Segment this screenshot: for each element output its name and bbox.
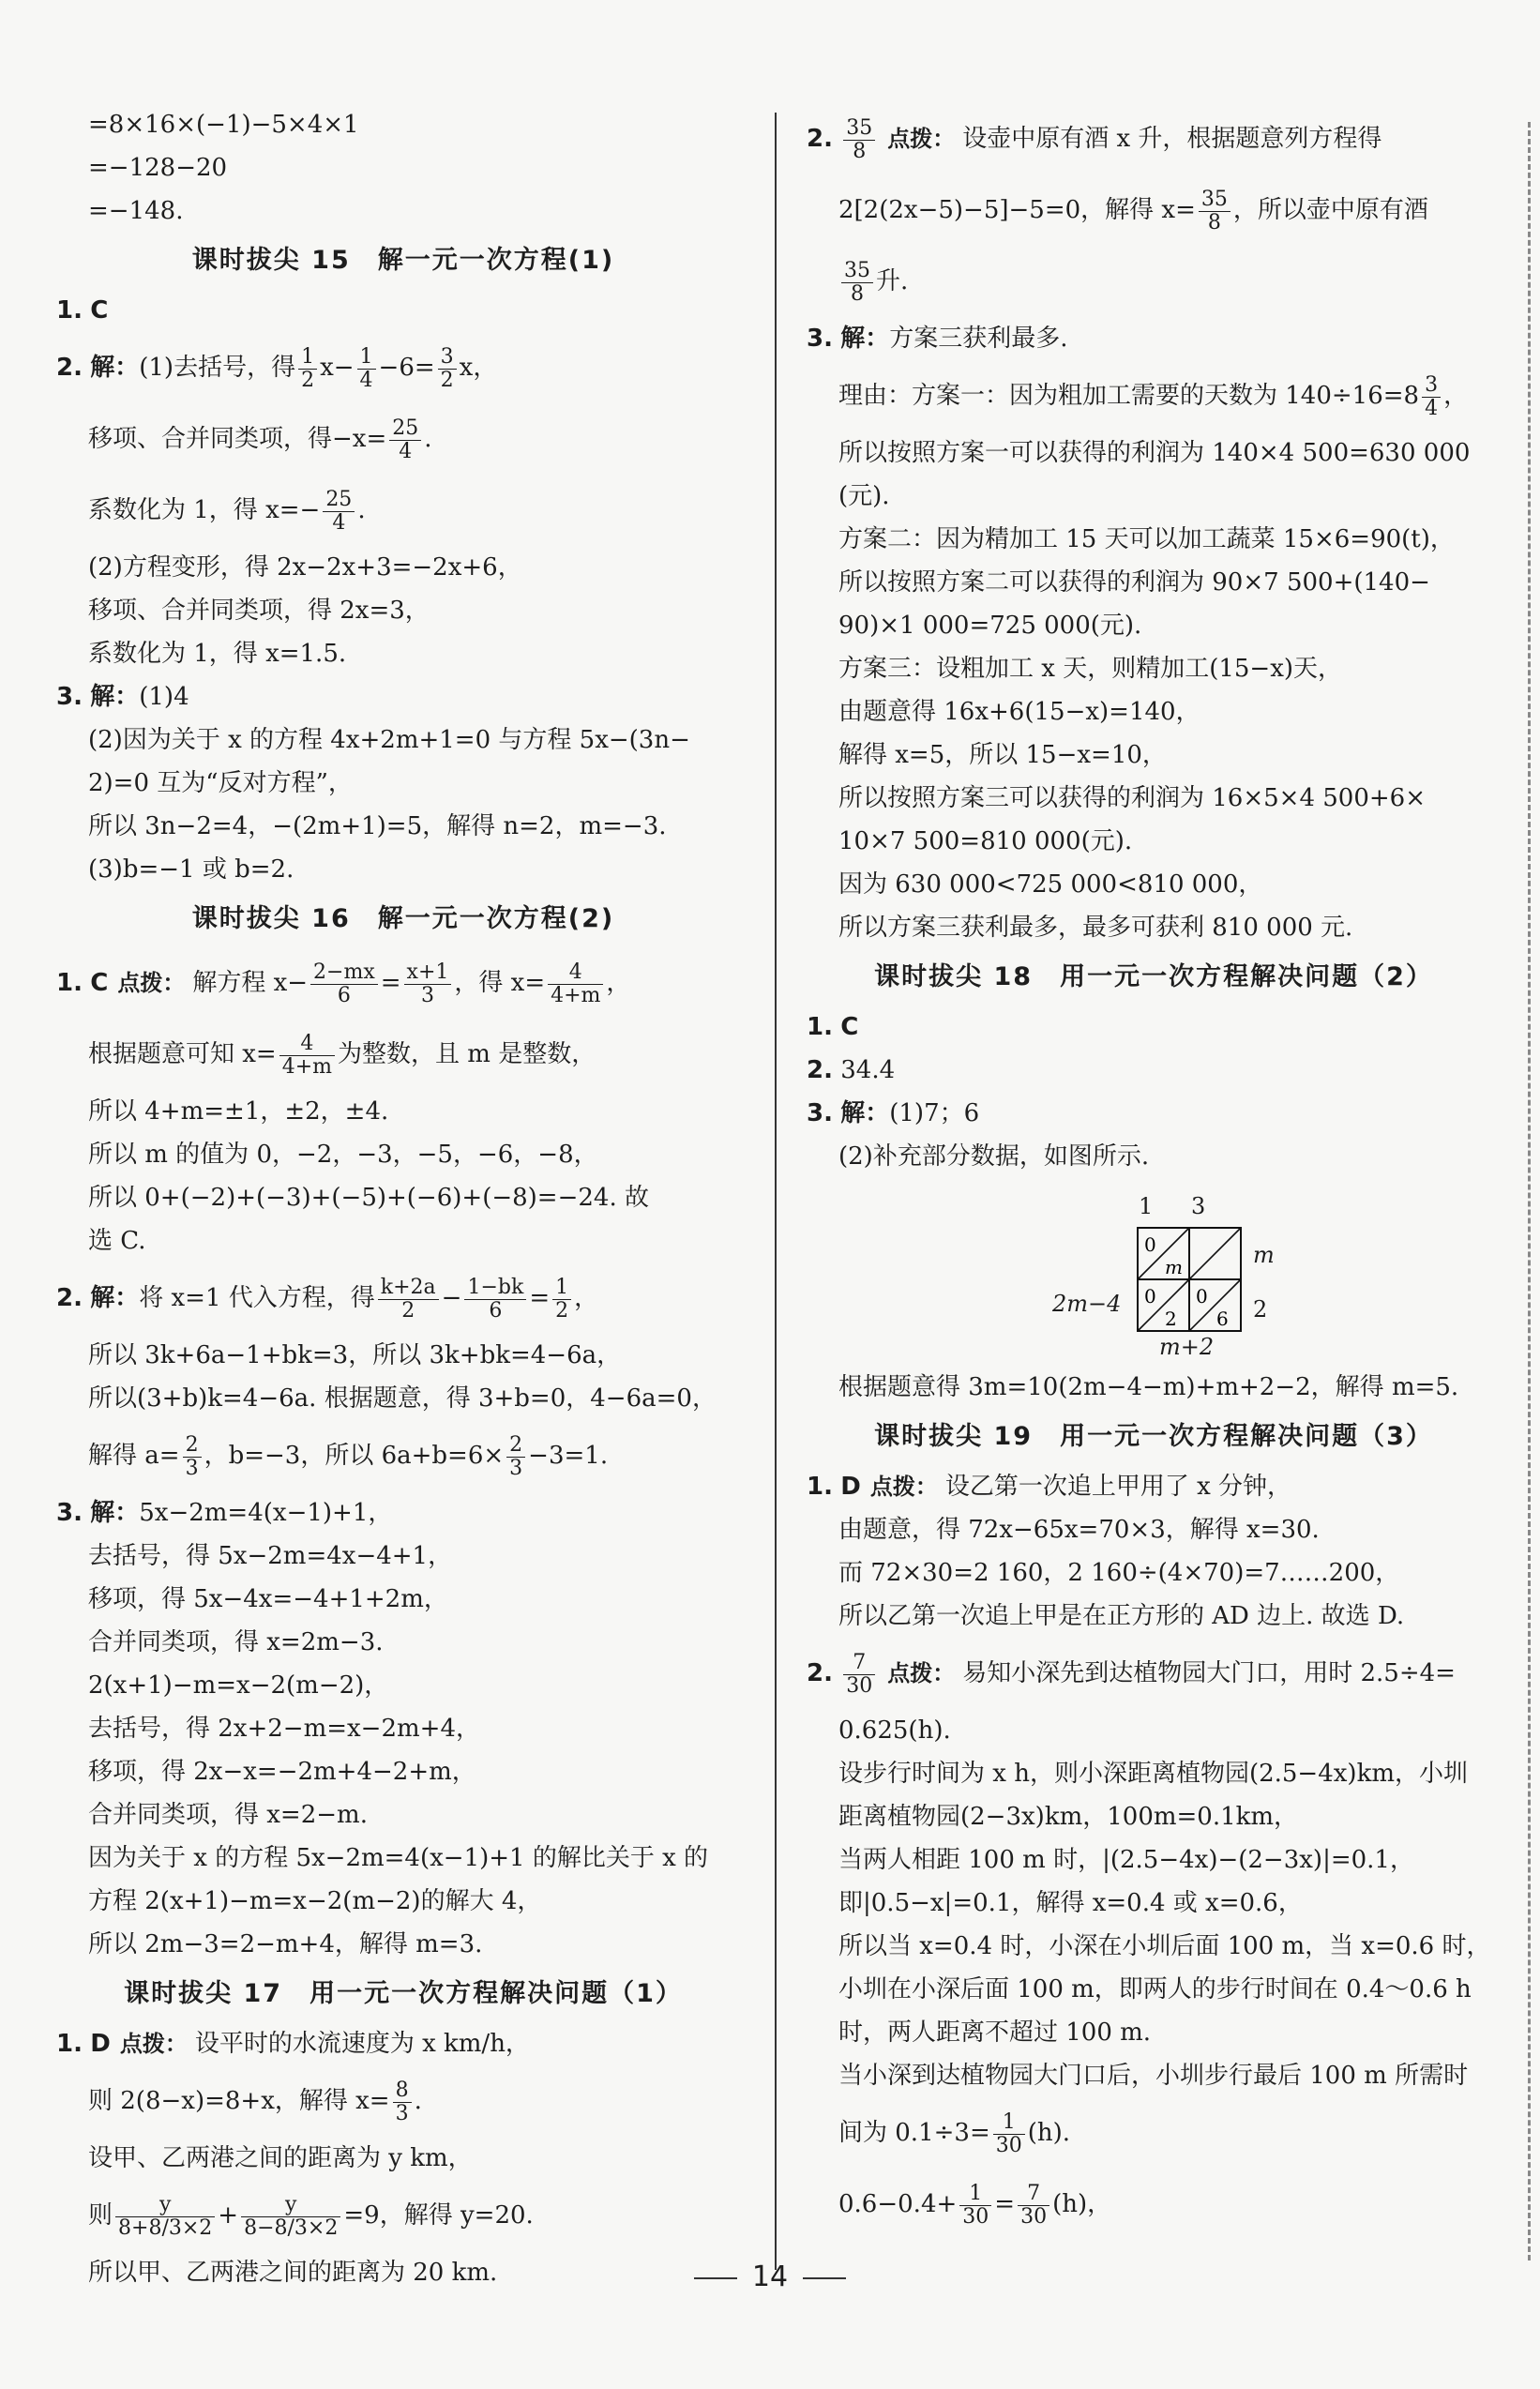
fraction: $\frac{1-bk}{6}$	[464, 1277, 526, 1323]
text-line: 90)×1 000=725 000(元).	[838, 612, 1142, 640]
grid-left-label: 2m−4	[1052, 1291, 1122, 1317]
item-number: 3.	[56, 683, 83, 711]
fraction: $\frac{35}{8}$	[1199, 189, 1230, 234]
text-line: (2)方程变形，得 2x−2x+3=−2x+6，	[88, 553, 522, 582]
text-line: 去括号，得 5x−2m=4x−4+1，	[88, 1542, 453, 1570]
text-line: (2)补充部分数据，如图所示.	[838, 1142, 1150, 1171]
solution-label: 解：	[90, 354, 140, 382]
text-line: 时，两人距离不超过 100 m.	[838, 2019, 1152, 2047]
item-number: 2.	[807, 125, 833, 153]
section-heading: 课时拔尖 18 用一元一次方程解决问题（2）	[874, 962, 1433, 991]
answer-item	[807, 1049, 1501, 1092]
answer-item: 2. $\frac{35}{8}$ 点拨： 设壶中原有酒 x 升，根据题意列方程得	[807, 115, 1382, 163]
text: −6=	[378, 354, 435, 382]
right-column	[807, 103, 1501, 2240]
answer-item	[807, 1005, 1501, 1049]
hint-label: 点拨：	[869, 1474, 938, 1500]
text-line: 则 $\frac{y}{8+8/3\times 2}$ + $\frac{y}{8-8/3\times 2}$ =9，解得 y=20.	[88, 2192, 534, 2240]
text-line: 2(x+1)−m=x−2(m−2)，	[88, 1671, 389, 1700]
text-line: 所以 4+m=±1，±2，±4.	[88, 1097, 389, 1126]
fill-answer: 34.4	[840, 1056, 896, 1084]
grid-cell-value: 0	[1144, 1233, 1156, 1256]
text-line: 合并同类项，得 x=2−m.	[88, 1801, 368, 1829]
text-line: 由题意，得 72x−65x=70×3，解得 x=30.	[838, 1516, 1320, 1544]
column-divider	[775, 113, 777, 2270]
item-number: 3.	[56, 1499, 83, 1527]
text-line: 2[2(2x−5)−5]−5=0，解得 x= $\frac{35}{8}$ ，所以壶中原有酒	[838, 187, 1428, 234]
hint-label: 点拨：	[887, 1660, 956, 1686]
grid-cell-value: 0	[1196, 1285, 1208, 1308]
left-column	[56, 103, 750, 2294]
fraction: $\frac{3}{4}$	[1422, 374, 1441, 420]
text-line: (2)因为关于 x 的方程 4x+2m+1=0 与方程 5x−(3n−	[88, 726, 690, 754]
text-line: =−128−20	[88, 154, 228, 182]
fraction: $\frac{1}{2}$	[552, 1277, 571, 1323]
fraction: $\frac{35}{8}$	[843, 117, 875, 163]
text-line: 解得 x=5，所以 15−x=10，	[838, 741, 1167, 769]
text-line: 0.6−0.4+ $\frac{1}{30}$ = $\frac{7}{30}$ (h)，	[838, 2181, 1112, 2229]
text-line: =8×16×(−1)−5×4×1	[88, 111, 359, 139]
choice-answer: D	[90, 2030, 111, 2058]
section-heading: 课时拔尖 16 解一元一次方程(2)	[191, 904, 615, 933]
text-line: 移项，得 2x−x=−2m+4−2+m，	[88, 1758, 476, 1786]
solution-label: 解：	[840, 1099, 890, 1127]
solution-label: 解：	[840, 325, 890, 353]
fraction: $\frac{2}{3}$	[183, 1434, 202, 1480]
grid-right-label: 2	[1253, 1296, 1268, 1323]
text-line: 系数化为 1，得 x=− $\frac{25}{4}$ .	[88, 487, 366, 535]
text-line: 所以 3n−2=4，−(2m+1)=5，解得 n=2，m=−3.	[88, 812, 667, 840]
text-line: 所以当 x=0.4 时，小深在小圳后面 100 m，当 x=0.6 时，	[838, 1932, 1491, 1960]
text-line: 所以方案三获利最多，最多可获利 810 000 元.	[838, 914, 1353, 942]
magic-grid-figure	[807, 1184, 1501, 1362]
text-line: 所以 m 的值为 0，−2，−3，−5，−6，−8，	[88, 1141, 598, 1169]
answer-item: 1. C 点拨： 解方程 x− $\frac{2-mx}{6}$ = $\frac{x+1}{3}$ ，得 x= $\frac{4}{4+m}$ ，	[56, 960, 631, 1007]
text-line: 去括号，得 2x+2−m=x−2m+4，	[88, 1715, 480, 1743]
fraction: $\frac{1}{30}$	[959, 2183, 991, 2229]
text-line: =−148.	[88, 197, 184, 225]
item-number: 1.	[56, 296, 83, 325]
text-line: 因为 630 000<725 000<810 000，	[838, 870, 1263, 899]
lattice-grid	[1137, 1227, 1242, 1332]
item-number: 3.	[807, 1099, 833, 1127]
section-heading: 课时拔尖 19 用一元一次方程解决问题（3）	[874, 1422, 1433, 1451]
hint-label: 点拨：	[117, 970, 186, 996]
text-line: 而 72×30=2 160，2 160÷(4×70)=7……200，	[838, 1559, 1400, 1587]
text-line: 所以按照方案一可以获得的利润为 140×4 500=630 000	[838, 439, 1471, 467]
text-line: 所以甲、乙两港之间的距离为 20 km.	[88, 2259, 498, 2287]
text-line: 10×7 500=810 000(元).	[838, 827, 1133, 855]
fraction: $\frac{25}{4}$	[323, 489, 355, 535]
choice-answer: C	[90, 969, 109, 997]
text: (1)4	[139, 683, 189, 711]
text-line: 小圳在小深后面 100 m，即两人的步行时间在 0.4～0.6 h	[838, 1975, 1472, 2003]
section-heading: 课时拔尖 15 解一元一次方程(1)	[191, 246, 615, 275]
text-line: 0.625(h).	[838, 1716, 951, 1745]
grid-cell-value: 0	[1144, 1285, 1156, 1308]
fraction: $\frac{7}{30}$	[1018, 2183, 1049, 2229]
page-edge	[1528, 122, 1531, 2260]
text-line: (元).	[838, 482, 890, 510]
fraction: $\frac{2-mx}{6}$	[310, 961, 378, 1007]
answer-item	[56, 332, 750, 403]
text-line: 移项、合并同类项，得 2x=3，	[88, 597, 430, 625]
text-line: (3)b=−1 或 b=2.	[88, 855, 294, 884]
item-number: 2.	[56, 1284, 83, 1312]
text-line: 根据题意可知 x= $\frac{4}{4+m}$ 为整数，且 m 是整数，	[88, 1031, 596, 1079]
text-line: 距离植物园(2−3x)km，100m=0.1km，	[838, 1803, 1299, 1831]
item-number: 1.	[807, 1013, 833, 1041]
item-number: 1.	[807, 1473, 833, 1501]
answer-item: 3. 解：5x−2m=4(x−1)+1，	[56, 1499, 393, 1527]
grid-top-label: 1	[1139, 1193, 1154, 1219]
text-line: 当小深到达植物园大门口后，小圳步行最后 100 m 所需时	[838, 2062, 1469, 2090]
answer-item: 1. D 点拨： 设平时的水流速度为 x km/h，	[56, 2030, 530, 2058]
text: x−	[320, 354, 355, 382]
text-line: 即|0.5−x|=0.1，解得 x=0.4 或 x=0.6，	[838, 1889, 1303, 1917]
fraction: $\frac{4}{4+m}$	[279, 1033, 335, 1079]
solution-label: 解：	[90, 1499, 140, 1527]
section-heading: 课时拔尖 17 用一元一次方程解决问题（1）	[124, 1979, 683, 2008]
text-line: 2)=0 互为“反对方程”，	[88, 769, 353, 797]
fraction: $\frac{35}{8}$	[841, 260, 873, 306]
item-number: 1.	[56, 2030, 83, 2058]
hint-label: 点拨：	[887, 126, 956, 152]
text-line: 合并同类项，得 x=2m−3.	[88, 1628, 384, 1656]
text-line: 移项，得 5x−4x=−4+1+2m，	[88, 1585, 448, 1613]
fraction: $\frac{k+2a}{2}$	[378, 1277, 439, 1323]
text-line: 设甲、乙两港之间的距离为 y km，	[88, 2144, 473, 2172]
text-line: 所以 2m−3=2−m+4，解得 m=3.	[88, 1930, 483, 1958]
text-line: $\frac{35}{8}$ 升.	[838, 246, 1501, 317]
fraction: $\frac{25}{4}$	[389, 417, 421, 463]
answer-item	[56, 289, 750, 332]
text-line: 当两人相距 100 m 时，|(2.5−4x)−(2−3x)|=0.1，	[838, 1846, 1414, 1874]
grid-top-label: 3	[1191, 1193, 1206, 1219]
text-line: 方案三：设粗加工 x 天，则精加工(15−x)天，	[838, 655, 1343, 683]
text-line: 设步行时间为 x h，则小深距离植物园(2.5−4x)km，小圳	[838, 1760, 1468, 1788]
text-line: 所以(3+b)k=4−6a. 根据题意，得 3+b=0，4−6a=0，	[88, 1384, 717, 1413]
answer-item: 2. $\frac{7}{30}$ 点拨： 易知小深先到达植物园大门口，用时 2.5÷4=	[807, 1650, 1456, 1698]
fraction: $\frac{y}{8+8/3\times 2}$	[115, 2194, 215, 2240]
choice-answer: D	[840, 1473, 861, 1501]
page-number: 14	[0, 2260, 1540, 2293]
text-line: 解得 a= $\frac{2}{3}$ ，b=−3，所以 6a+b=6× $\frac{2}{3}$ −3=1.	[88, 1432, 609, 1480]
text-line: 所以按照方案二可以获得的利润为 90×7 500+(140−	[838, 568, 1430, 597]
choice-answer: C	[90, 296, 109, 325]
text: (1)去括号，得	[139, 354, 296, 382]
fraction: $\frac{1}{30}$	[993, 2111, 1025, 2157]
item-number: 1.	[56, 969, 83, 997]
text: x，	[459, 354, 498, 382]
grid-right-label: m	[1253, 1242, 1275, 1268]
fraction: $\frac{2}{3}$	[506, 1434, 525, 1480]
text-line: 所以按照方案三可以获得的利润为 16×5×4 500+6×	[838, 784, 1427, 812]
text-line: 则 2(8−x)=8+x，解得 x= $\frac{8}{3}$ .	[88, 2078, 422, 2125]
solution-label: 解：	[90, 683, 140, 711]
item-number: 2.	[56, 354, 83, 382]
fraction: $\frac{7}{30}$	[843, 1652, 875, 1698]
answer-item: 3. 解：(1)7；6	[807, 1099, 980, 1127]
text-line: 理由：方案一：因为粗加工需要的天数为 140÷16=8 $\frac{3}{4}$ ，	[838, 372, 1469, 420]
text-line: 所以 0+(−2)+(−3)+(−5)+(−6)+(−8)=−24. 故	[88, 1184, 649, 1212]
fraction: $\frac{4}{4+m}$	[548, 961, 603, 1007]
hint-label: 点拨：	[119, 2031, 188, 2057]
choice-answer: C	[840, 1013, 859, 1041]
item-number: 2.	[807, 1659, 833, 1687]
fraction: $\frac{x+1}{3}$	[404, 961, 452, 1007]
text-line: 所以乙第一次追上甲是在正方形的 AD 边上. 故选 D.	[838, 1602, 1405, 1630]
text-line: 方案二：因为精加工 15 天可以加工蔬菜 15×6=90(t)，	[838, 525, 1455, 553]
text-line: 所以 3k+6a−1+bk=3，所以 3k+bk=4−6a，	[88, 1341, 622, 1369]
item-number: 3.	[807, 325, 833, 353]
grid-cell-value: 2	[1165, 1308, 1177, 1330]
item-number: 2.	[807, 1056, 833, 1084]
text-line: 方程 2(x+1)−m=x−2(m−2)的解大 4，	[88, 1887, 542, 1915]
answer-item: 3. 解：方案三获利最多.	[807, 325, 1068, 353]
solution-label: 解：	[90, 1284, 140, 1312]
fraction: $\frac{3}{2}$	[438, 346, 457, 392]
text-line: 由题意得 16x+6(15−x)=140，	[838, 698, 1200, 726]
text-line: 选 C.	[88, 1227, 146, 1255]
text-line: 因为关于 x 的方程 5x−2m=4(x−1)+1 的解比关于 x 的	[88, 1844, 709, 1872]
fraction: $\frac{y}{8-8/3\times 2}$	[241, 2194, 340, 2240]
text-line: 系数化为 1，得 x=1.5.	[88, 640, 347, 668]
fraction: $\frac{8}{3}$	[393, 2079, 412, 2125]
grid-bottom-label: m+2	[1159, 1334, 1215, 1360]
text-line: 移项、合并同类项，得−x= $\frac{25}{4}$ .	[88, 416, 432, 463]
fraction: $\frac{1}{2}$	[298, 346, 317, 392]
answer-item	[56, 675, 750, 718]
fraction: $\frac{1}{4}$	[357, 346, 376, 392]
text-line: 根据题意得 3m=10(2m−4−m)+m+2−2，解得 m=5.	[838, 1373, 1459, 1401]
grid-cell-value: 6	[1216, 1308, 1229, 1330]
text-line: 间为 0.1÷3= $\frac{1}{30}$ (h).	[838, 2109, 1071, 2157]
answer-item: 2. 解：将 x=1 代入方程，得 $\frac{k+2a}{2}$ − $\frac{1-bk}{6}$ = $\frac{1}{2}$ ，	[56, 1275, 599, 1323]
grid-cell-value: m	[1165, 1256, 1183, 1278]
answer-item: 1. D 点拨： 设乙第一次追上甲用了 x 分钟，	[807, 1473, 1292, 1501]
